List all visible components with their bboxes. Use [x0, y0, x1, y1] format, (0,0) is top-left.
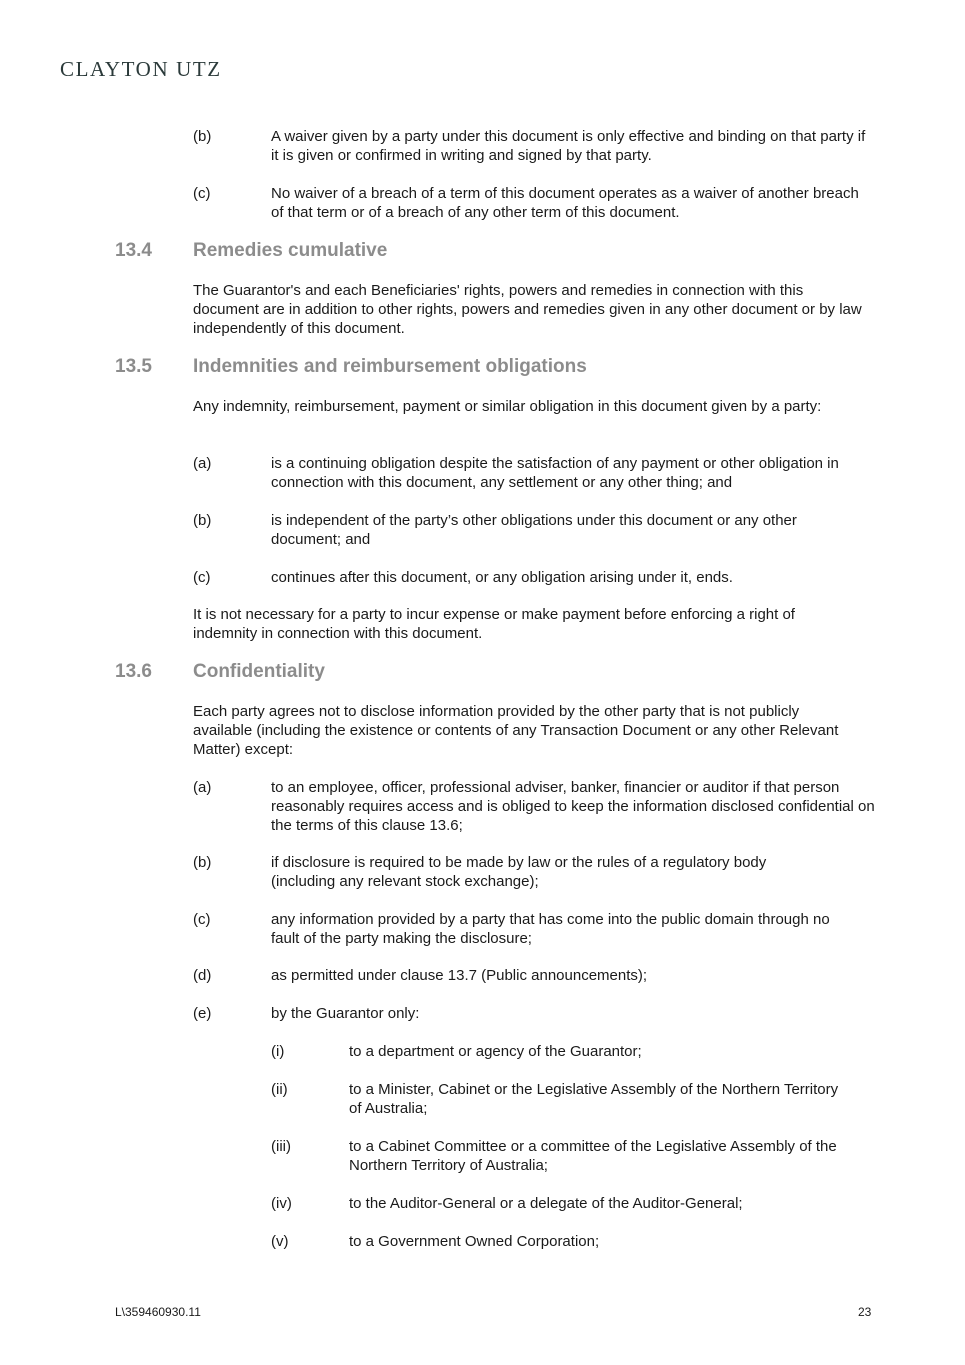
item-text: A waiver given by a party under this document is only effective and binding on that party if it is given or confirmed in writing and signed by that party.: [271, 128, 866, 164]
item-text: any information provided by a party that has come into the public domain through no fault of the party making the disclosure;: [271, 911, 830, 947]
subitem-text: to a Cabinet Committee or a committee of the Legislative Assembly of the Northern Territory of Australia;: [349, 1138, 837, 1174]
item-label: (b): [193, 512, 212, 529]
subitem-label: (ii): [271, 1081, 288, 1098]
item-text: if disclosure is required to be made by law or the rules of a regulatory body (including any relevant stock exchange);: [271, 854, 767, 890]
item-text: No waiver of a breach of a term of this document operates as a waiver of another breach of that term or of a breach of any other term of this document.: [271, 185, 859, 221]
section-title: Remedies cumulative: [193, 240, 388, 261]
subitem-text: to a department or agency of the Guarantor;: [349, 1043, 642, 1060]
item-text: is a continuing obligation despite the satisfaction of any payment or other obligation in connection with this document, any settlement or any other thing; and: [271, 455, 839, 491]
item-text: to an employee, officer, professional adviser, banker, financier or auditor if that person reasonably requires access and is obliged to keep the information disclosed confidential on the terms of this clause 13.6;: [271, 779, 875, 834]
item-text: is independent of the party’s other obligations under this document or any other document; and: [271, 512, 797, 548]
section-intro: Any indemnity, reimbursement, payment or similar obligation in this document given by a party:: [193, 398, 822, 415]
section-number: 13.4: [115, 240, 152, 261]
subitem-label: (i): [271, 1043, 285, 1060]
item-label: (c): [193, 911, 211, 928]
item-label: (b): [193, 854, 212, 871]
clayton-utz-logo: CLAYTON UTZ: [60, 57, 222, 81]
section-number: 13.5: [115, 356, 152, 377]
item-label: (a): [193, 779, 212, 796]
section-title: Confidentiality: [193, 661, 325, 682]
item-label: (e): [193, 1005, 212, 1022]
subitem-text: to a Minister, Cabinet or the Legislative Assembly of the Northern Territory of Australia;: [349, 1081, 839, 1117]
item-label: (c): [193, 569, 211, 586]
item-text: by the Guarantor only:: [271, 1005, 420, 1022]
document-reference: L\359460930.11: [115, 1305, 201, 1319]
item-text: as permitted under clause 13.7 (Public announcements);: [271, 967, 648, 984]
section-intro: Each party agrees not to disclose information provided by the other party that is not publicly available (including the existence or contents of any Transaction Document or any other Relevant Matter) except:: [193, 703, 839, 758]
section-title: Indemnities and reimbursement obligations: [193, 356, 587, 377]
page-number: 23: [858, 1305, 872, 1319]
item-label: (a): [193, 455, 212, 472]
section-outro: It is not necessary for a party to incur expense or make payment before enforcing a right of indemnity in connection with this document.: [193, 606, 795, 642]
section-body: The Guarantor's and each Beneficiaries' rights, powers and remedies in connection with this document are in addition to other rights, powers and remedies given in any other document or by law independently of this document.: [193, 282, 862, 337]
item-label: (c): [193, 185, 211, 202]
section-number: 13.6: [115, 661, 152, 682]
item-label: (b): [193, 128, 212, 145]
subitem-text: to a Government Owned Corporation;: [349, 1233, 600, 1250]
item-text: continues after this document, or any obligation arising under it, ends.: [271, 569, 733, 586]
subitem-label: (iii): [271, 1138, 291, 1155]
subitem-text: to the Auditor-General or a delegate of the Auditor-General;: [349, 1195, 743, 1212]
item-label: (d): [193, 967, 212, 984]
subitem-label: (iv): [271, 1195, 292, 1212]
subitem-label: (v): [271, 1233, 289, 1250]
